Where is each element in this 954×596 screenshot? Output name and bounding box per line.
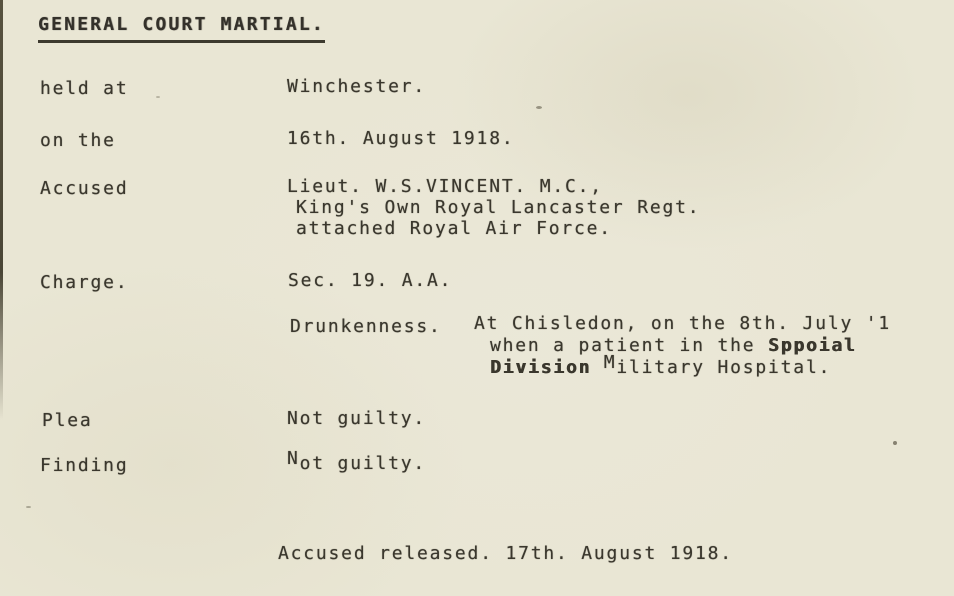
charge-detail-line-3-raised-letter: M	[603, 352, 617, 373]
field-label-plea: Plea	[42, 410, 93, 431]
paper-speck	[536, 106, 542, 109]
field-label-charge: Charge.	[40, 272, 129, 293]
field-label-finding: Finding	[40, 455, 129, 476]
accused-name-line: Lieut. W.S.VINCENT. M.C.,	[287, 176, 603, 197]
charge-detail-line-2-overstruck-word: Sppoial	[768, 335, 857, 356]
charge-detail-line-3-space	[591, 357, 604, 378]
accused-regiment-line: King's Own Royal Lancaster Regt.	[296, 197, 701, 218]
accused-attachment-line: attached Royal Air Force.	[296, 218, 612, 239]
charge-detail-line-1: At Chisledon, on the 8th. July '1	[474, 313, 892, 334]
charge-offence: Drunkenness.	[290, 316, 442, 337]
plea-value: Not guilty.	[287, 408, 427, 429]
field-label-held-at: held at	[40, 78, 129, 99]
paper-speck	[156, 96, 160, 98]
paper-speck	[893, 441, 897, 445]
document-title: GENERAL COURT MARTIAL.	[38, 14, 325, 43]
charge-section: Sec. 19. A.A.	[288, 270, 453, 291]
charge-detail-line-2	[490, 335, 856, 356]
charge-detail-line-2-plain: when a patient in the	[490, 335, 769, 356]
charge-detail-line-3-overstruck-word: Division	[490, 357, 592, 378]
charge-detail-line-3	[490, 352, 832, 378]
finding-value-raised-letter: N	[287, 448, 300, 469]
charge-detail-line-3-rest: ilitary Hospital.	[616, 357, 832, 378]
field-label-accused: Accused	[40, 178, 129, 199]
paper-speck	[26, 506, 31, 508]
finding-value	[287, 448, 427, 474]
field-label-on-the: on the	[40, 130, 116, 151]
field-value-trial-date: 16th. August 1918.	[287, 128, 515, 149]
field-value-location: Winchester.	[287, 76, 427, 97]
finding-value-rest: ot guilty.	[299, 453, 427, 474]
scan-edge-artifact	[0, 0, 3, 420]
release-note: Accused released. 17th. August 1918.	[278, 543, 733, 564]
